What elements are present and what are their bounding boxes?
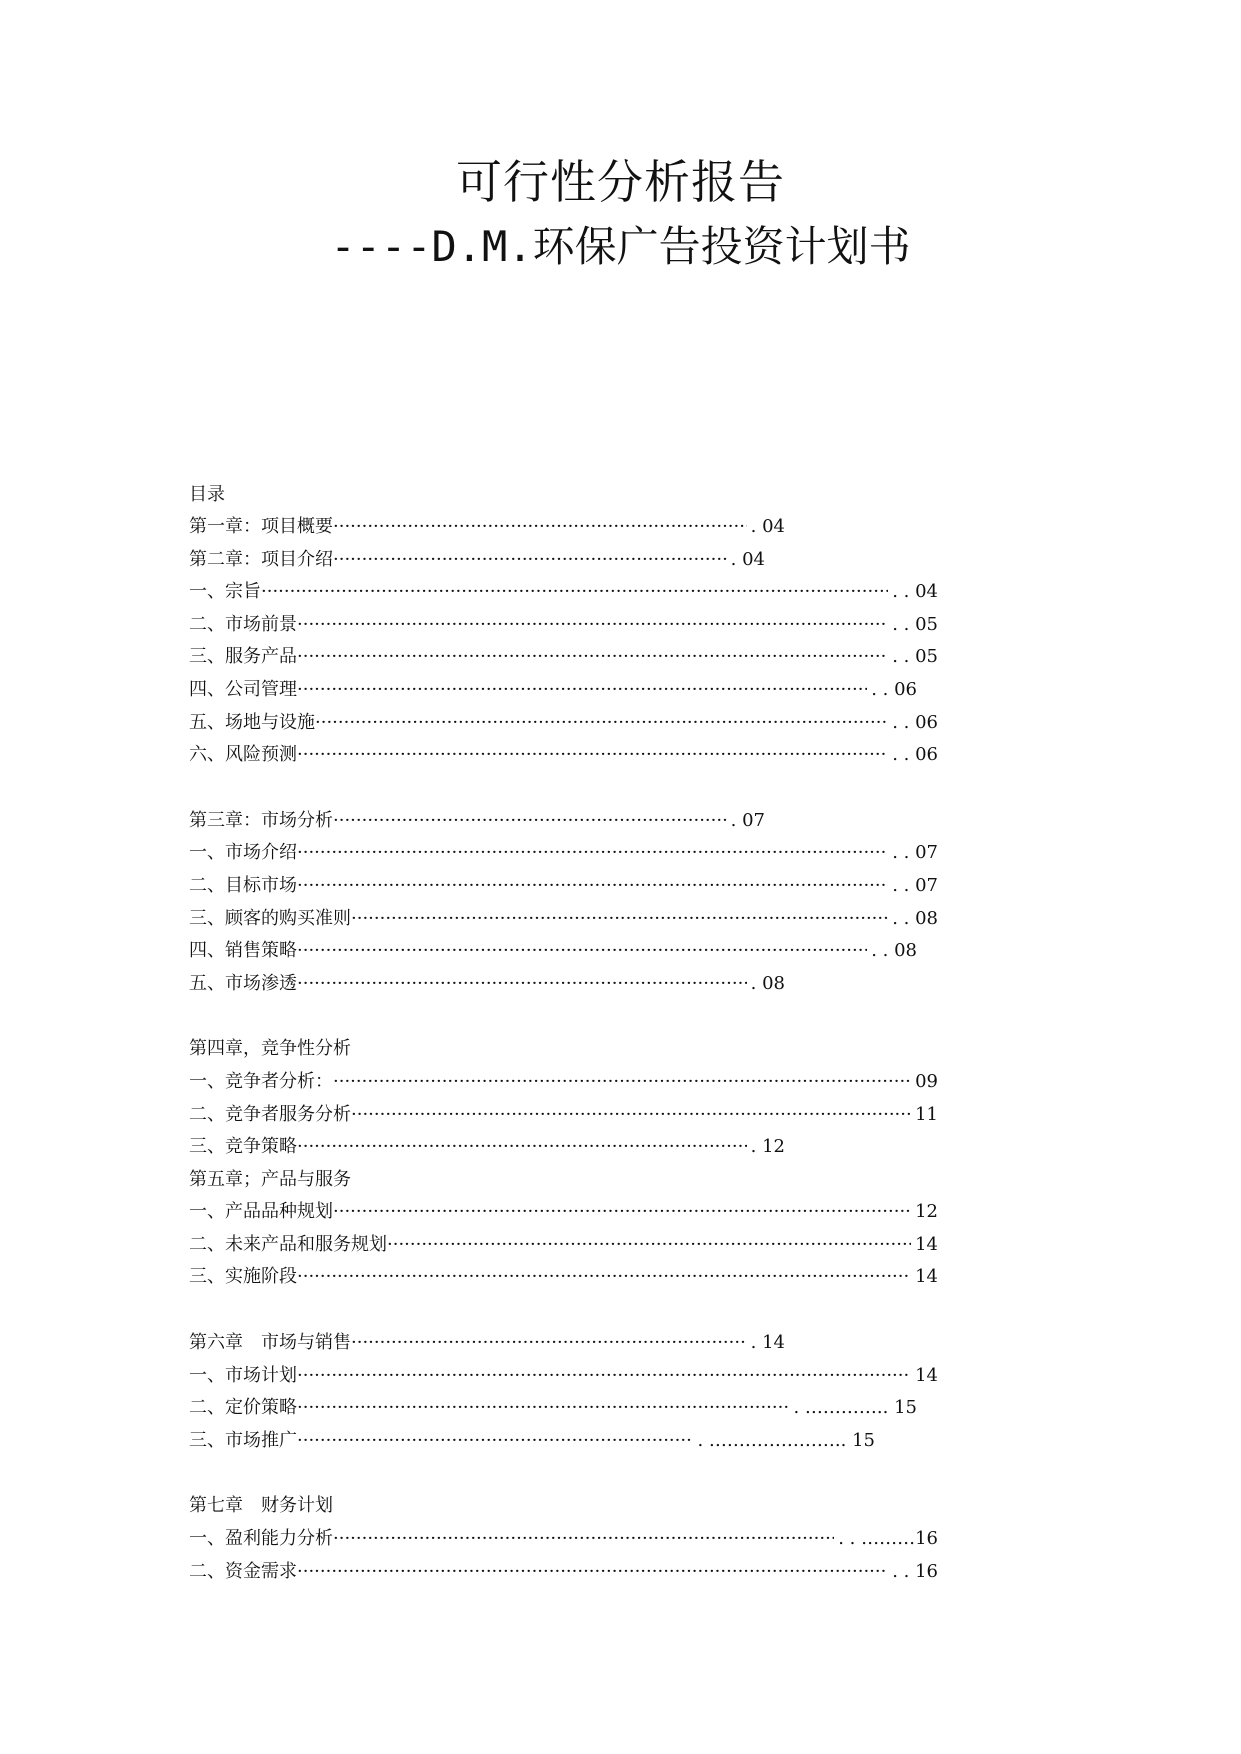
toc-leader bbox=[297, 1425, 693, 1458]
toc-entry-label: 四、公司管理 bbox=[189, 678, 297, 700]
toc-leader bbox=[333, 1196, 911, 1229]
toc-leader bbox=[297, 870, 888, 903]
table-of-contents bbox=[189, 478, 949, 1588]
toc-entry bbox=[189, 837, 938, 870]
toc-leader bbox=[333, 805, 727, 838]
toc-leader bbox=[297, 1131, 747, 1164]
toc-leader bbox=[333, 511, 747, 544]
toc-entry-label: 第五章；产品与服务 bbox=[189, 1168, 351, 1190]
toc-leader bbox=[297, 1556, 888, 1589]
toc-entry-page: 11 bbox=[915, 1103, 938, 1125]
toc-leader bbox=[315, 707, 888, 740]
toc-entry-page: 12 bbox=[915, 1201, 938, 1223]
toc-entry bbox=[189, 1392, 917, 1425]
toc-entry bbox=[189, 576, 938, 609]
toc-leader bbox=[261, 576, 888, 609]
toc-entry-label: 三、实施阶段 bbox=[189, 1266, 297, 1288]
toc-leader bbox=[387, 1229, 911, 1262]
toc-entry bbox=[189, 1425, 875, 1458]
toc-entry-label: 三、顾客的购买准则 bbox=[189, 907, 351, 929]
toc-entry-page: . . 05 bbox=[892, 613, 938, 635]
toc-entry-page: . . 04 bbox=[892, 581, 938, 603]
toc-entry-page: . . ………16 bbox=[838, 1528, 938, 1550]
toc-entry-page: . . 07 bbox=[892, 874, 938, 896]
toc-entry bbox=[189, 1490, 949, 1523]
toc-entry-label: 三、服务产品 bbox=[189, 646, 297, 668]
toc-entry bbox=[189, 1523, 938, 1556]
toc-entry-page: . 04 bbox=[730, 548, 765, 570]
toc-entry-page: . 14 bbox=[750, 1332, 785, 1354]
toc-entry bbox=[189, 707, 938, 740]
toc-entry-label: 一、市场介绍 bbox=[189, 842, 297, 864]
toc-leader bbox=[351, 903, 888, 936]
toc-entry bbox=[189, 805, 765, 838]
toc-leader bbox=[297, 837, 888, 870]
toc-heading: 目录 bbox=[189, 484, 225, 505]
toc-entry-label: 一、竞争者分析： bbox=[189, 1070, 333, 1092]
toc-entry bbox=[189, 544, 765, 577]
toc-entry-label: 一、产品品种规划 bbox=[189, 1201, 333, 1223]
toc-leader bbox=[297, 1392, 789, 1425]
toc-entry-label: 六、风险预测 bbox=[189, 744, 297, 766]
toc-entry-label: 一、宗旨 bbox=[189, 581, 261, 603]
toc-entry bbox=[189, 674, 917, 707]
toc-entry bbox=[189, 1556, 938, 1589]
toc-leader bbox=[297, 968, 747, 1001]
toc-entry-page: 14 bbox=[915, 1233, 938, 1255]
toc-entry bbox=[189, 739, 938, 772]
title-block bbox=[0, 150, 1241, 280]
toc-leader bbox=[297, 641, 888, 674]
toc-entry bbox=[189, 1099, 938, 1132]
toc-entry-page: . . 05 bbox=[892, 646, 938, 668]
toc-entry-page: . 04 bbox=[750, 516, 785, 537]
toc-leader bbox=[333, 544, 727, 577]
toc-leader bbox=[297, 1360, 911, 1393]
toc-entry-page: . . 08 bbox=[871, 940, 917, 962]
toc-leader bbox=[297, 609, 888, 642]
toc-leader bbox=[333, 1066, 911, 1099]
toc-entry-page: . . 06 bbox=[892, 744, 938, 766]
toc-entry-label: 三、竞争策略 bbox=[189, 1136, 297, 1158]
toc-entry-label: 五、市场渗透 bbox=[189, 972, 297, 994]
toc-entry-page: . . 16 bbox=[892, 1560, 938, 1582]
toc-entry bbox=[189, 968, 785, 1001]
toc-entry-page: 09 bbox=[915, 1070, 938, 1092]
toc-leader bbox=[297, 935, 867, 968]
toc-entry-page: . . 06 bbox=[871, 678, 917, 700]
toc-entry bbox=[189, 1033, 949, 1066]
toc-entry-page: . . 07 bbox=[892, 842, 938, 864]
toc-entry-label: 二、定价策略 bbox=[189, 1397, 297, 1419]
toc-entry bbox=[189, 1131, 785, 1164]
toc-entry-page: . ………….. 15 bbox=[793, 1397, 917, 1419]
toc-entry-page: . ………………….. 15 bbox=[697, 1429, 875, 1451]
toc-entry-label: 第二章：项目介绍 bbox=[189, 548, 333, 570]
toc-entry-page: . 07 bbox=[730, 809, 765, 831]
toc-entry-label: 三、市场推广 bbox=[189, 1429, 297, 1451]
toc-entry-page: . 08 bbox=[750, 972, 785, 994]
toc-leader bbox=[351, 1099, 911, 1132]
page-subtitle: ----D.M.环保广告投资计划书 bbox=[330, 222, 911, 271]
toc-leader bbox=[333, 1523, 834, 1556]
toc-entry-label: 二、市场前景 bbox=[189, 613, 297, 635]
toc-entry-page: . . 08 bbox=[892, 907, 938, 929]
toc-leader bbox=[351, 1327, 747, 1360]
toc-entry bbox=[189, 1360, 938, 1393]
toc-entry-page: 14 bbox=[915, 1266, 938, 1288]
toc-entry bbox=[189, 511, 785, 544]
toc-entry-label: 第六章 市场与销售 bbox=[189, 1332, 351, 1354]
toc-entry-page: . . 06 bbox=[892, 711, 938, 733]
toc-entry-label: 第四章，竞争性分析 bbox=[189, 1038, 351, 1060]
toc-entry-label: 第七章 财务计划 bbox=[189, 1495, 333, 1517]
toc-entry-label: 第一章：项目概要 bbox=[189, 516, 333, 537]
toc-entry bbox=[189, 935, 917, 968]
toc-entry-label: 五、场地与设施 bbox=[189, 711, 315, 733]
toc-entry-label: 一、盈利能力分析 bbox=[189, 1528, 333, 1550]
toc-entry bbox=[189, 1327, 785, 1360]
toc-entry bbox=[189, 1196, 938, 1229]
toc-entry-label: 二、竞争者服务分析 bbox=[189, 1103, 351, 1125]
toc-entry-label: 二、未来产品和服务规划 bbox=[189, 1233, 387, 1255]
toc-entry-page: . 12 bbox=[750, 1136, 785, 1158]
toc-entry bbox=[189, 1164, 949, 1197]
toc-leader bbox=[297, 739, 888, 772]
toc-entry-label: 二、资金需求 bbox=[189, 1560, 297, 1582]
toc-leader bbox=[297, 674, 867, 707]
toc-leader bbox=[297, 1261, 911, 1294]
toc-entry bbox=[189, 1261, 938, 1294]
toc-entry bbox=[189, 1066, 938, 1099]
toc-entry bbox=[189, 903, 938, 936]
toc-entry bbox=[189, 609, 938, 642]
page-title: 可行性分析报告 bbox=[456, 155, 785, 209]
toc-entry-label: 四、销售策略 bbox=[189, 940, 297, 962]
toc-entry bbox=[189, 1229, 938, 1262]
toc-entry bbox=[189, 641, 938, 674]
toc-entry-label: 二、目标市场 bbox=[189, 874, 297, 896]
toc-entry-label: 第三章：市场分析 bbox=[189, 809, 333, 831]
toc-entry bbox=[189, 870, 938, 903]
toc-entry-page: 14 bbox=[915, 1364, 938, 1386]
toc-entry-label: 一、市场计划 bbox=[189, 1364, 297, 1386]
